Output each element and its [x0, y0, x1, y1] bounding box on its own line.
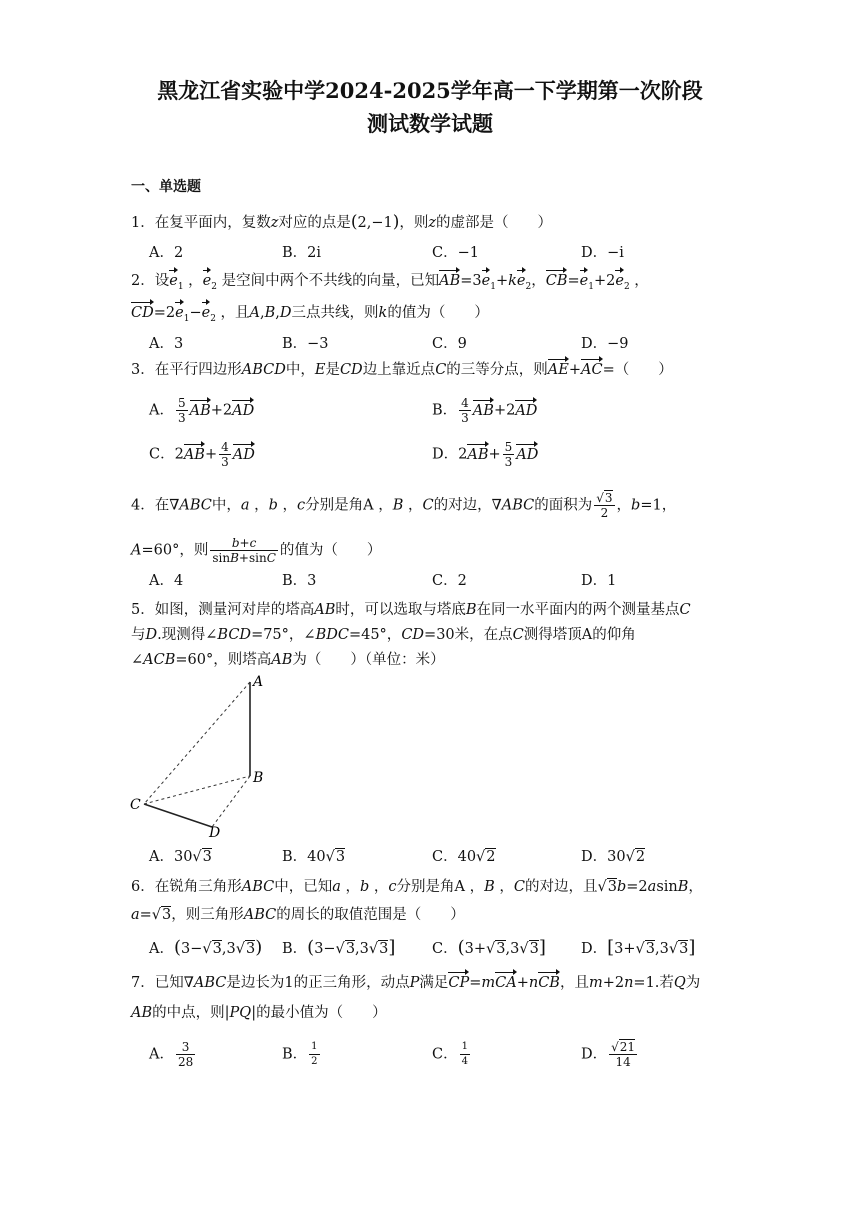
q7-option-a[interactable]: A． $\frac{3}{28}$ [149, 1040, 194, 1069]
edge-ac-dashed [144, 682, 250, 804]
q4-option-b[interactable]: B．3 [282, 573, 317, 589]
q5-option-c[interactable]: C．40√2 [432, 849, 496, 865]
q7-option-c[interactable]: C． $\frac{1}{4}$ [432, 1041, 468, 1067]
question-7-line2: AB的中点，则|PQ|的最小值为（ ） [131, 1005, 387, 1021]
edge-cb-dashed [144, 776, 250, 804]
q3-option-b[interactable]: B． $\frac{4}{3}$ AB+2AD [432, 396, 538, 425]
question-4-line1: 4．在∇ABC中，a ，b ，c分别是角A ，B ，C的对边，∇ABC的面积为 $\frac{√3}{2}$ ，b=1， [131, 491, 677, 520]
label-c: C [130, 797, 141, 813]
q7-option-b[interactable]: B． $\frac{1}{2}$ [282, 1041, 318, 1067]
q6-option-d[interactable]: D．[3+√3,3√3] [581, 937, 696, 958]
q4-option-a[interactable]: A．4 [149, 573, 184, 589]
label-b: B [253, 770, 264, 786]
question-5-line2: 与D.现测得∠BCD=75°，∠BDC=45°，CD=30米，在点C测得塔顶A的仰角 [131, 627, 636, 643]
q7-option-d[interactable]: D． $\frac{√21}{14}$ [581, 1040, 636, 1069]
q5-option-d[interactable]: D．30√2 [581, 849, 646, 865]
q1-option-d[interactable]: D．−i [581, 245, 624, 261]
q6-option-a[interactable]: A．(3−√3,3√3) [149, 937, 263, 958]
label-a: A [253, 674, 264, 690]
q3-option-c[interactable]: C．2AB+ $\frac{4}{3}$ AD [149, 440, 255, 469]
q4-option-d[interactable]: D．1 [581, 573, 617, 589]
question-5-line3: ∠ACB=60°，则塔高AB为（ ）（单位：米） [131, 652, 445, 668]
question-2-line2: $CD=2e_1-e_2$ ，且A,B,D三点共线，则k的值为（ ） [131, 305, 489, 324]
question-6-line2: a=√3，则三角形ABC的周长的取值范围是（ ） [131, 907, 465, 923]
question-6-line1: 6．在锐角三角形ABC中，已知a ，b ，c分别是角A ，B ，C的对边，且√3b=2asinB， [131, 879, 703, 895]
q2-option-a[interactable]: A．3 [149, 336, 184, 352]
q6-option-c[interactable]: C．(3+√3,3√3] [432, 937, 546, 958]
q3-option-a[interactable]: A． $\frac{5}{3}$ AB+2AD [149, 396, 255, 425]
question-2-line1: 2．设$e_1$ ，$e_2$ 是空间中两个不共线的向量，已知$AB=3e_1+ke_2$，$CB=e_1+2e_2$ ， [131, 273, 649, 292]
question-5-line1: 5．如图，测量河对岸的塔高AB时，可以选取与塔底B在同一水平面内的两个测量基点C [131, 602, 691, 618]
q5-option-a[interactable]: A．30√3 [149, 849, 212, 865]
edge-bd-dashed [212, 776, 250, 827]
question-7-line1: 7．已知∇ABC是边长为1的正三角形，动点P满足CP=mCA+nCB，且m+2n=1.若Q为 [131, 975, 701, 991]
q2-option-d[interactable]: D．−9 [581, 336, 629, 352]
q2-option-c[interactable]: C．9 [432, 336, 467, 352]
q4-option-c[interactable]: C．2 [432, 573, 467, 589]
question-1: 1．在复平面内，复数z对应的点是(2,−1)，则z的虚部是（ ） [131, 212, 553, 232]
q1-option-b[interactable]: B．2i [282, 245, 322, 261]
exam-title-line1: 黑龙江省实验中学2024-2025学年高一下学期第一次阶段 [157, 78, 703, 103]
q1-option-a[interactable]: A．2 [149, 245, 184, 261]
q2-option-b[interactable]: B．−3 [282, 336, 329, 352]
exam-title-line2: 测试数学试题 [367, 111, 493, 136]
question-4-line2: A=60°，则 $\frac{b+c}{\sin B+\sin C}$ 的值为（ ） [131, 536, 382, 565]
q5-option-b[interactable]: B．40√3 [282, 849, 346, 865]
q1-option-c[interactable]: C．−1 [432, 245, 479, 261]
q6-option-b[interactable]: B．(3−√3,3√3] [282, 937, 396, 958]
question-3: 3．在平行四边形ABCD中，E是CD边上靠近点C的三等分点，则AE+AC=（ ） [131, 362, 673, 378]
tower-figure [126, 674, 276, 839]
section-heading-single-choice: 一、单选题 [131, 179, 201, 195]
label-d: D [209, 825, 221, 839]
edge-cd [144, 804, 212, 827]
q3-option-d[interactable]: D．2AB+ $\frac{5}{3}$ AD [432, 440, 539, 469]
